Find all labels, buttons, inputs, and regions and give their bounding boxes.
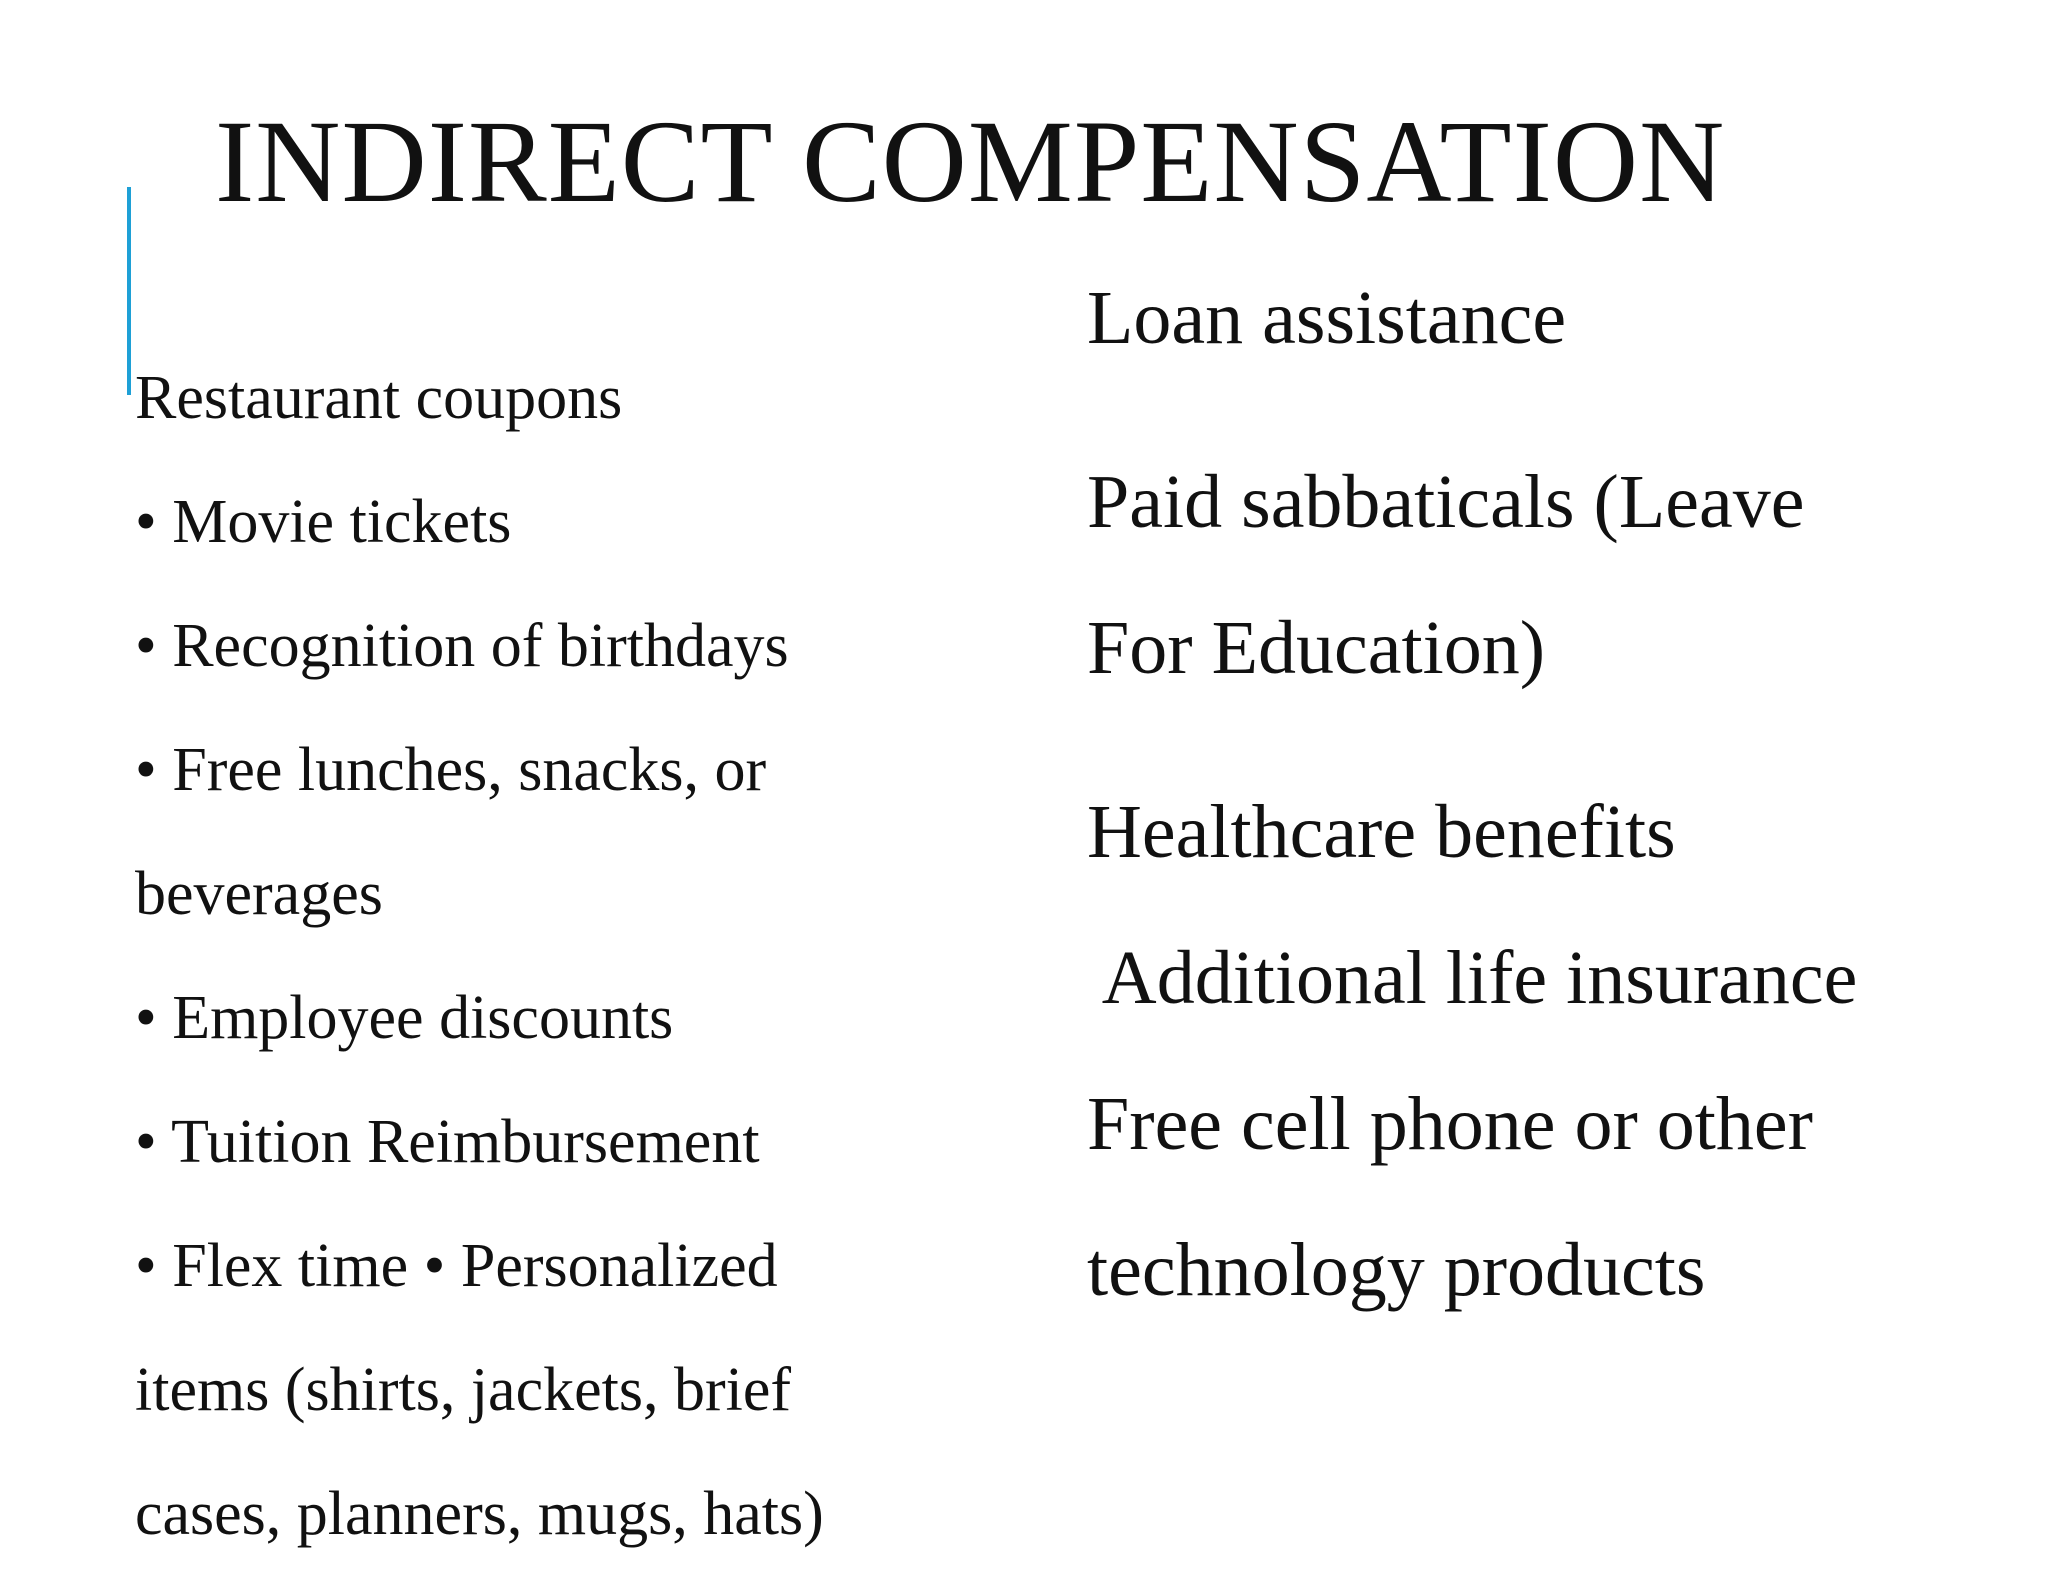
left-line: • Movie tickets [135,488,512,556]
left-column [135,336,935,1576]
right-line: For Education) [1087,606,1546,690]
accent-bar [127,187,131,395]
left-line: Restaurant coupons [135,364,623,432]
right-line: Additional life insurance [1087,936,1858,1020]
right-line: Paid sabbaticals (Leave [1087,460,1805,544]
left-line: • Flex time • Personalized [135,1232,778,1300]
left-line: • Free lunches, snacks, or [135,736,767,804]
right-line: Free cell phone or other [1087,1082,1813,1166]
left-line: • Employee discounts [135,984,674,1052]
left-line: beverages [135,860,383,928]
left-line: cases, planners, mugs, hats) [135,1480,824,1548]
right-line: Loan assistance [1087,276,1567,360]
left-line: • Recognition of birthdays [135,612,789,680]
left-line: items (shirts, jackets, brief [135,1356,791,1424]
right-line: technology products [1087,1228,1706,1312]
left-line: • Tuition Reimbursement [135,1108,760,1176]
right-line: Healthcare benefits [1087,790,1676,874]
slide-title: INDIRECT COMPENSATION [215,96,1726,227]
